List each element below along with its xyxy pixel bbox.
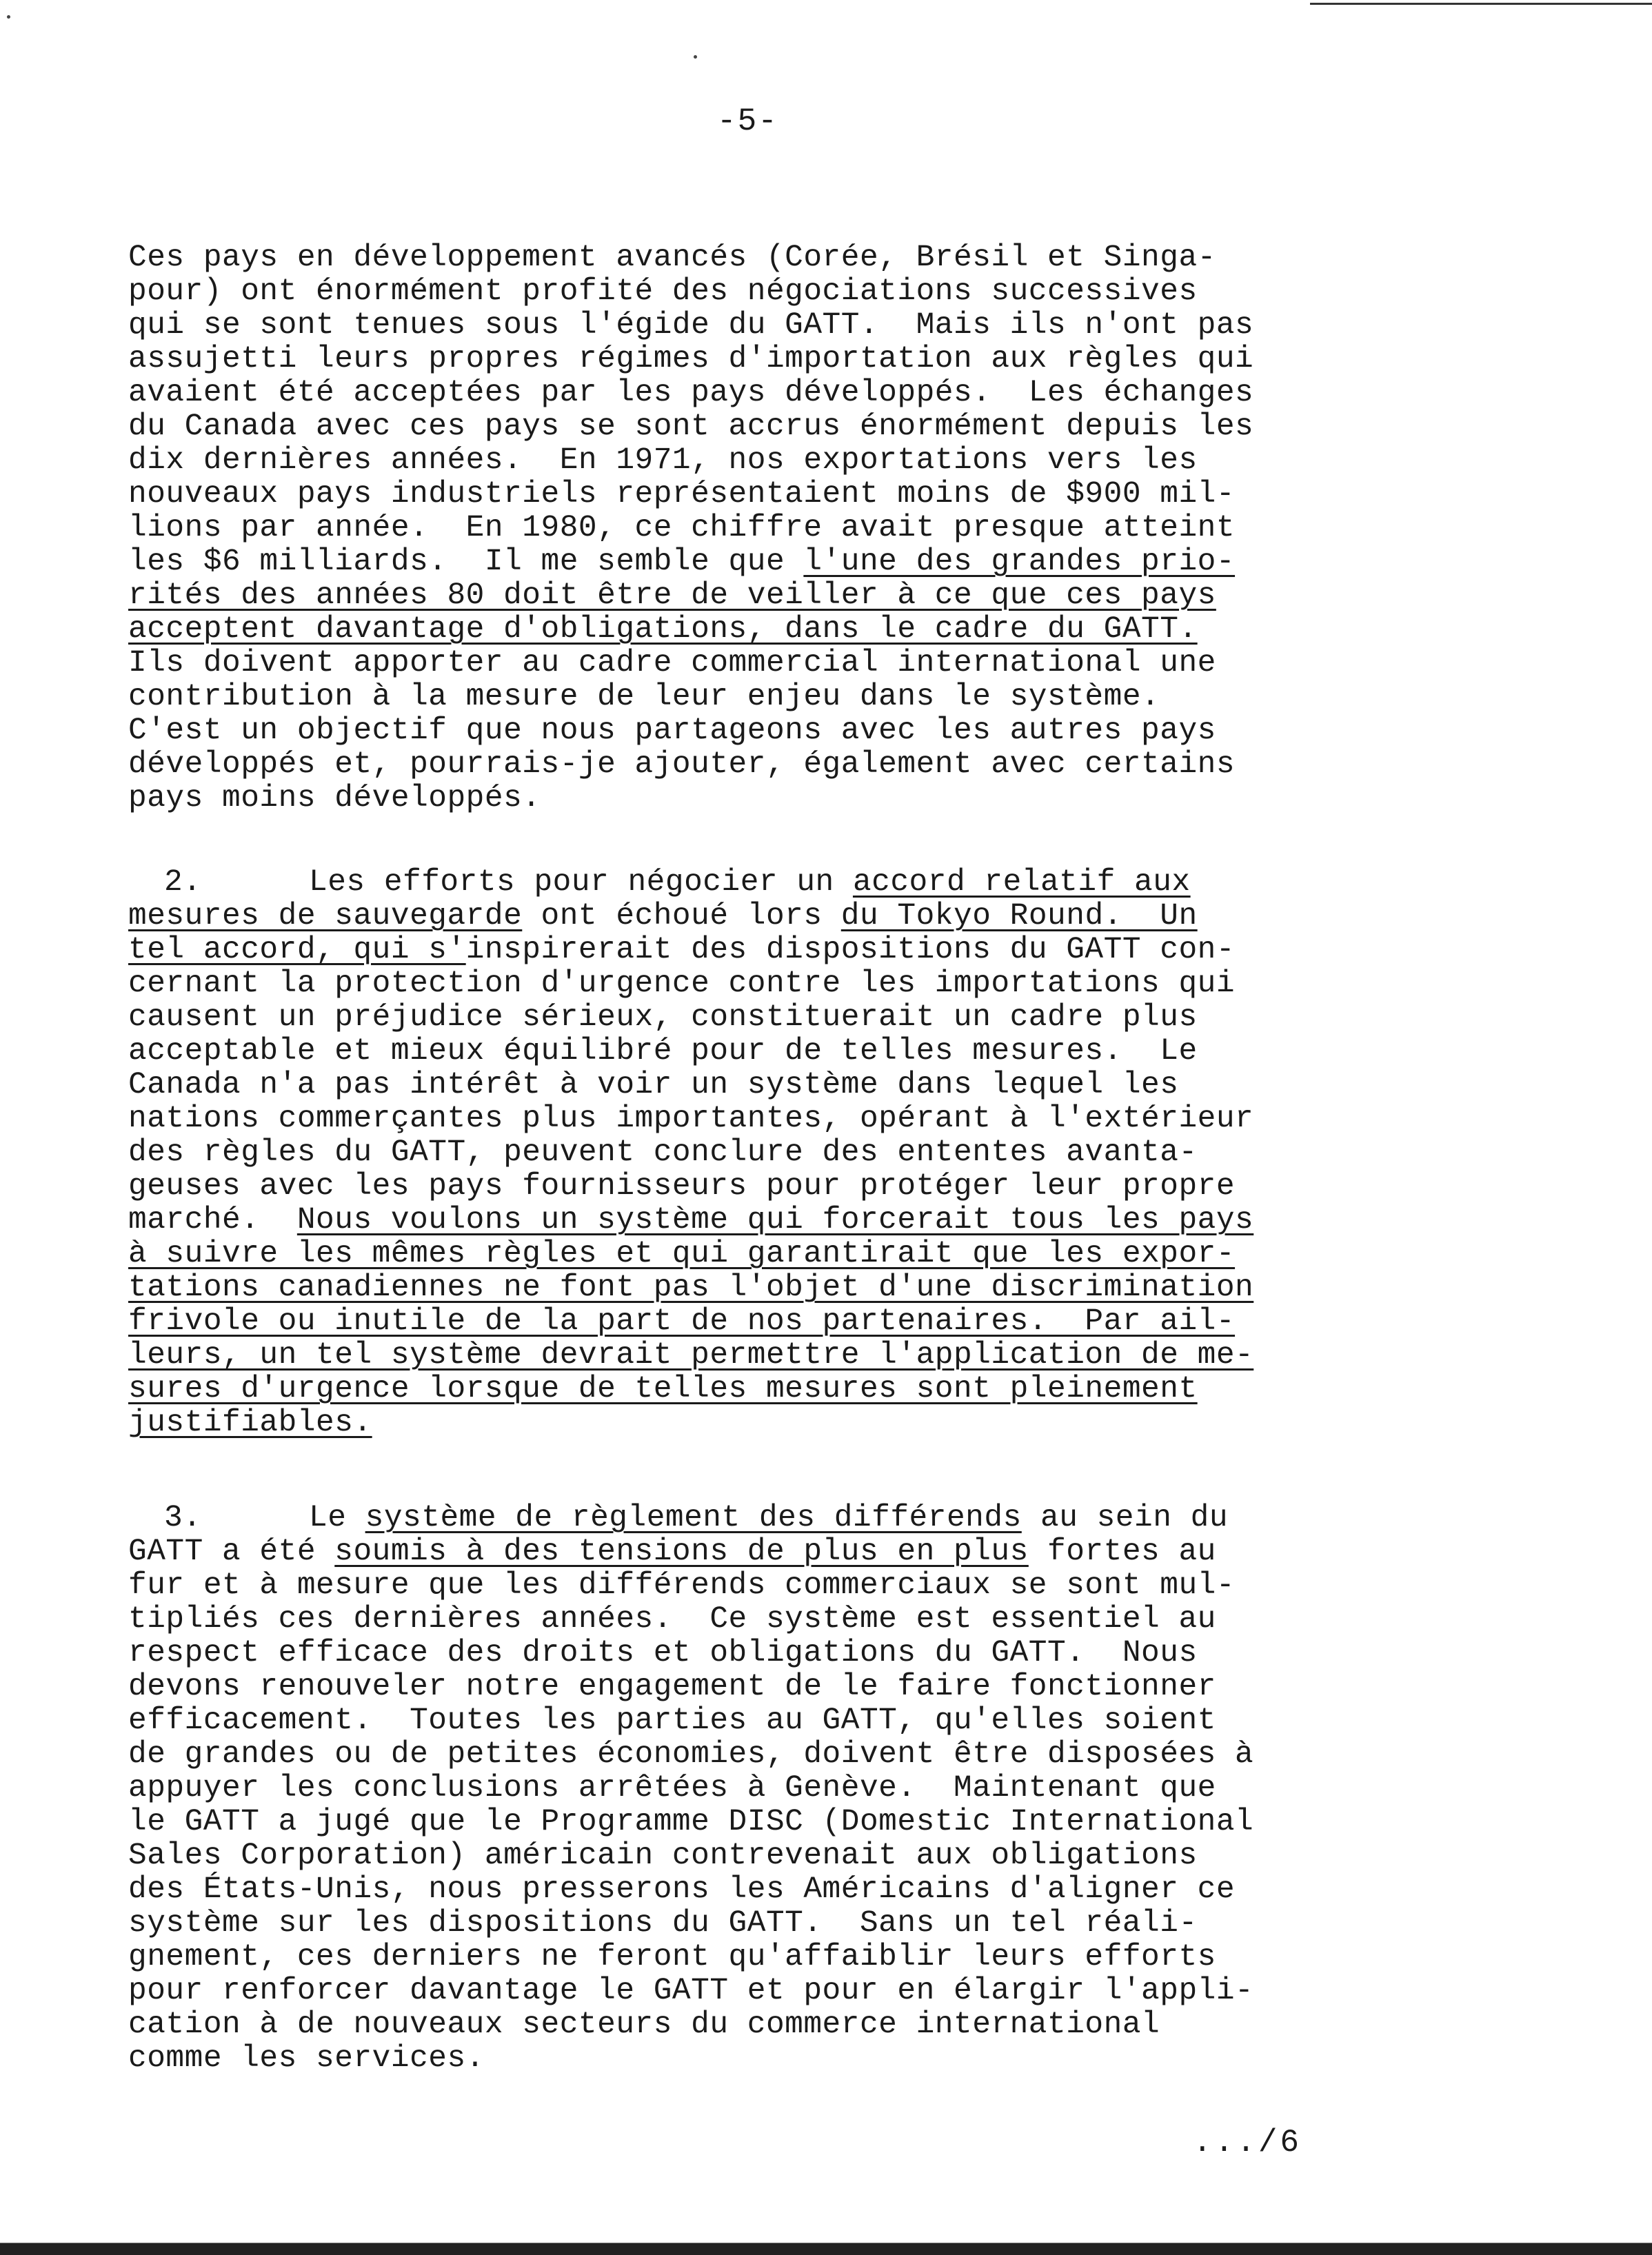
line-text: dix dernières années. En 1971, nos exportations vers les (128, 443, 1198, 478)
text-line (128, 1637, 1397, 1670)
line-text: Sales Corporation) américain contrevenait aux obligations (128, 1839, 1198, 1873)
line-text: fur et à mesure que les différends commerciaux se sont mul- (128, 1568, 1236, 1603)
line-text: sures d'urgence lorsque de telles mesures sont pleinement (128, 1372, 1198, 1406)
line-text: pour) ont énormément profité des négociations successives (128, 274, 1198, 309)
text-line (128, 1670, 1397, 1704)
line-text: efficacement. Toutes les parties au GATT, qu'elles soient (128, 1703, 1216, 1738)
text-line (128, 1136, 1397, 1170)
text-line (128, 1501, 1397, 1535)
line-text: système sur les dispositions du GATT. Sans un tel réali- (128, 1906, 1198, 1941)
line-text: GATT a été soumis à des tensions de plus en plus fortes au (128, 1535, 1216, 1569)
text-line (128, 1339, 1397, 1373)
text-line (128, 241, 1397, 275)
line-text: pays moins développés. (128, 781, 541, 816)
text-line (128, 967, 1397, 1001)
text-line (128, 444, 1397, 478)
line-text: appuyer les conclusions arrêtées à Genève. Maintenant que (128, 1771, 1216, 1806)
text-line (128, 376, 1397, 410)
line-text: contribution à la mesure de leur enjeu dans le système. (128, 680, 1160, 714)
line-text: acceptable et mieux équilibré pour de telles mesures. Le (128, 1034, 1198, 1069)
line-text: respect efficace des droits et obligations du GATT. Nous (128, 1636, 1198, 1670)
line-text: C'est un objectif que nous partageons avec les autres pays (128, 714, 1216, 748)
text-line (128, 782, 1397, 816)
line-text: de grandes ou de petites économies, doivent être disposées à (128, 1737, 1254, 1772)
text-line (128, 1806, 1397, 1839)
line-text: à suivre les mêmes règles et qui garantirait que les expor- (128, 1237, 1236, 1271)
scan-speck (694, 55, 697, 59)
continuation-marker: .../6 (1193, 2125, 1302, 2161)
line-text: acceptent davantage d'obligations, dans le cadre du GATT. (128, 612, 1198, 647)
text-line (128, 309, 1397, 343)
text-line (128, 1001, 1397, 1035)
line-text: tipliés ces dernières années. Ce système est essentiel au (128, 1602, 1216, 1637)
line-text: assujetti leurs propres régimes d'importation aux règles qui (128, 342, 1254, 376)
text-line (128, 1271, 1397, 1305)
text-line (128, 1772, 1397, 1806)
line-text: cation à de nouveaux secteurs du commerce international (128, 2008, 1160, 2042)
text-line (128, 1738, 1397, 1772)
text-line (128, 410, 1397, 444)
scan-speck (7, 15, 10, 19)
line-text: justifiables. (128, 1406, 372, 1440)
text-line (128, 512, 1397, 545)
text-line (128, 866, 1397, 900)
text-line (128, 1102, 1397, 1136)
text-line (128, 1704, 1397, 1738)
text-line (128, 1535, 1397, 1569)
text-line (128, 1305, 1397, 1339)
line-text: Ils doivent apporter au cadre commercial international une (128, 646, 1216, 680)
line-text: des règles du GATT, peuvent conclure des ententes avanta- (128, 1135, 1198, 1170)
text-line (128, 1569, 1397, 1603)
text-line (128, 1907, 1397, 1941)
line-text: Ces pays en développement avancés (Corée, Brésil et Singa- (128, 241, 1216, 275)
text-line (128, 545, 1397, 579)
text-line (128, 1941, 1397, 1974)
text-line (128, 1406, 1397, 1440)
text-line (128, 2042, 1397, 2076)
line-text: le GATT a jugé que le Programme DISC (Domestic International (128, 1805, 1254, 1839)
line-text: comme les services. (128, 2041, 485, 2076)
scan-edge-bottom (0, 2224, 1652, 2255)
text-line (128, 343, 1397, 376)
line-text: leurs, un tel système devrait permettre l'application de me- (128, 1338, 1254, 1373)
text-line (128, 647, 1397, 680)
paragraph-number: 2. (164, 865, 202, 900)
text-line (128, 1035, 1397, 1069)
line-text: nations commerçantes plus importantes, opérant à l'extérieur (128, 1102, 1254, 1136)
text-line (128, 2008, 1397, 2042)
text-line (128, 275, 1397, 309)
line-text: Canada n'a pas intérêt à voir un système dans lequel les (128, 1068, 1179, 1102)
line-text: du Canada avec ces pays se sont accrus énormément depuis les (128, 409, 1254, 444)
line-text: geuses avec les pays fournisseurs pour protéger leur propre (128, 1169, 1236, 1204)
line-text: causent un préjudice sérieux, constituerait un cadre plus (128, 1000, 1198, 1035)
line-text: pour renforcer davantage le GATT et pour en élargir l'appli- (128, 1974, 1254, 2008)
page-number: -5- (717, 103, 778, 139)
text-line (128, 613, 1397, 647)
line-text: rités des années 80 doit être de veiller à ce que ces pays (128, 578, 1216, 613)
paragraph-2-safeguards (128, 866, 1397, 1440)
line-text: frivole ou inutile de la part de nos partenaires. Par ail- (128, 1304, 1236, 1339)
line-text: qui se sont tenues sous l'égide du GATT. Mais ils n'ont pas (128, 308, 1254, 343)
text-line (128, 714, 1397, 748)
text-line (128, 748, 1397, 782)
text-line (128, 1839, 1397, 1873)
text-line (128, 1603, 1397, 1637)
text-line (128, 478, 1397, 512)
text-line (128, 579, 1397, 613)
paragraph-intro (128, 241, 1397, 816)
line-text: mesures de sauvegarde ont échoué lors du Tokyo Round. Un (128, 899, 1198, 933)
text-line (128, 1974, 1397, 2008)
line-text: cernant la protection d'urgence contre les importations qui (128, 967, 1236, 1001)
line-text: Le système de règlement des différends au sein du (309, 1501, 1229, 1535)
line-text: nouveaux pays industriels représentaient moins de $900 mil- (128, 477, 1236, 512)
paragraph-number: 3. (164, 1501, 202, 1535)
paragraph-3-dispute-settlement (128, 1501, 1397, 2076)
text-line (128, 1373, 1397, 1406)
text-line (128, 1170, 1397, 1204)
line-text: tations canadiennes ne font pas l'objet d'une discrimination (128, 1271, 1254, 1305)
text-line (128, 680, 1397, 714)
line-text: devons renouveler notre engagement de le faire fonctionner (128, 1670, 1216, 1704)
line-text: marché. Nous voulons un système qui forcerait tous les pays (128, 1203, 1254, 1237)
line-text: développés et, pourrais-je ajouter, également avec certains (128, 747, 1236, 782)
line-text: des États-Unis, nous presserons les Américains d'aligner ce (128, 1872, 1236, 1907)
line-text: avaient été acceptées par les pays développés. Les échanges (128, 376, 1254, 410)
text-line (128, 933, 1397, 967)
text-line (128, 1204, 1397, 1237)
line-text: lions par année. En 1980, ce chiffre avait presque atteint (128, 511, 1236, 545)
line-text: tel accord, qui s'inspirerait des dispositions du GATT con- (128, 933, 1236, 967)
text-line (128, 1237, 1397, 1271)
text-line (128, 900, 1397, 933)
line-text: gnement, ces derniers ne feront qu'affaiblir leurs efforts (128, 1940, 1216, 1974)
scan-edge-top (1310, 3, 1652, 5)
line-text: Les efforts pour négocier un accord relatif aux (309, 865, 1191, 900)
text-line (128, 1069, 1397, 1102)
line-text: les $6 milliards. Il me semble que l'une des grandes prio- (128, 545, 1236, 579)
text-line (128, 1873, 1397, 1907)
